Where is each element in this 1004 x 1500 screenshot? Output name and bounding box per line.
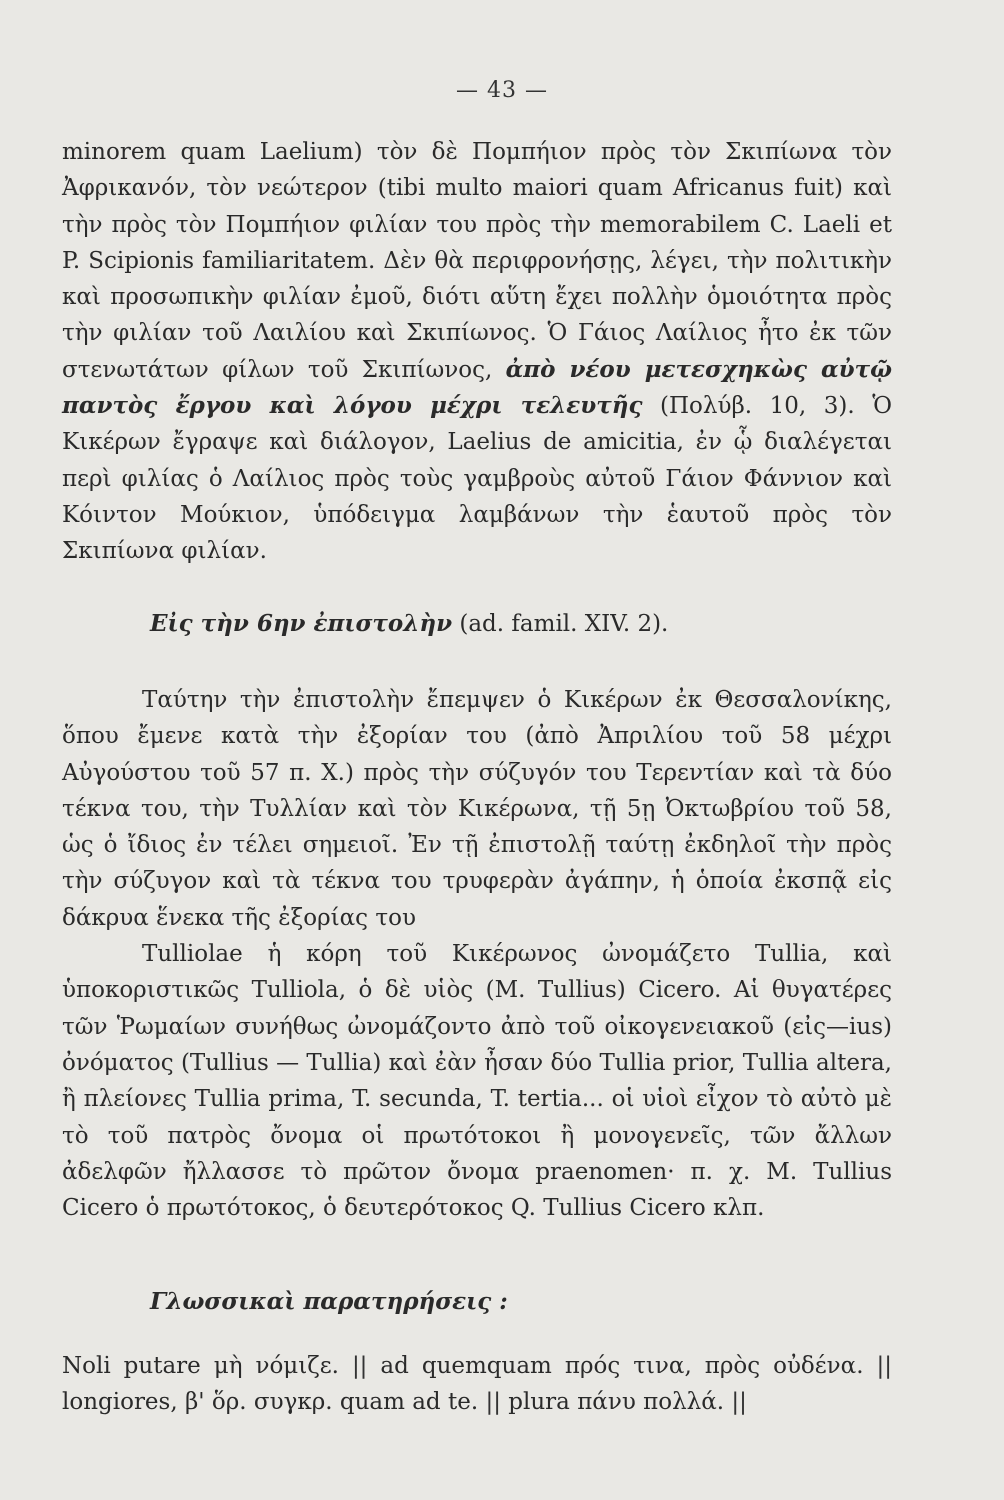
- paragraph: Ταύτην τὴν ἐπιστολὴν ἔπεμψεν ὁ Κικέρων ἐκ Θεσσαλονίκης, ὅπου ἔμενε κατὰ τὴν ἐξορίαν του (ἀπὸ Ἀπριλίου τοῦ 58 μέχρι Αὐγούστου τοῦ 57 π. Χ.) πρὸς τὴν σύζυγόν του Τερεντίαν καὶ τὰ δύο τέκνα του, τὴν Τυλλίαν καὶ τὸν Κικέρωνα, τῇ 5ῃ Ὀκτωβρίου τοῦ 58, ὡς ὁ ἴδιος ἐν τέλει σημειοῖ. Ἐν τῇ ἐπιστολῇ ταύτῃ ἐκδηλοῖ τὴν πρὸς τὴν σύζυγον καὶ τὰ τέκνα του τρυφερὰν ἀγάπην, ἡ ὁποία ἐκσπᾷ εἰς δάκρυα ἕνεκα τῆς ἐξορίας του: [62, 687, 892, 931]
- heading-linguistic-notes: [150, 1288, 508, 1315]
- heading-title: Εἰς τὴν 6ην ἐπιστολὴν: [150, 610, 453, 637]
- paragraph-text: minorem quam Laelium) τὸν δὲ Πομπήιον πρὸς τὸν Σκιπίωνα τὸν Ἀφρικανόν, τὸν νεώτερον (tibi multo maiori quam Africanus fuit) καὶ τὴν πρὸς τὸν Πομπήιον φιλίαν του πρὸς τὴν memorabilem C. Laeli et P. Scipionis familiaritatem. Δὲν θὰ περιφρονήσῃς, λέγει, τὴν πολιτικὴν καὶ προσωπικὴν φιλίαν ἐμοῦ, διότι αὕτη ἔχει πολλὴν ὁμοιότητα πρὸς τὴν φιλίαν τοῦ Λαιλίου καὶ Σκιπίωνος. Ὁ Γάιος Λαίλιος ἦτο ἐκ τῶν στενωτάτων φίλων τοῦ Σκιπίωνος,: [62, 139, 892, 383]
- note-greek: μὴ νόμιζε.: [213, 1353, 339, 1379]
- note-separator: ||: [485, 1389, 501, 1416]
- note-separator: ||: [876, 1353, 892, 1379]
- note-latin: Noli putare: [62, 1353, 201, 1379]
- heading-title: Γλωσσικαὶ παρατηρήσεις :: [150, 1288, 508, 1315]
- note-separator: ||: [351, 1353, 368, 1379]
- note-latin: longiores,: [62, 1389, 178, 1416]
- quotation: ἀπὸ νέου μετεσχηκὼς αὐτῷ παντὸς ἔργου καὶ λόγου μέχρι τελευτῆς: [62, 355, 892, 420]
- section-1: [62, 134, 892, 570]
- paragraph: Tulliolae ἡ κόρη τοῦ Κικέρωνος ὠνομάζετο Tullia, καὶ ὑποκοριστικῶς Tulliola, ὁ δὲ υἱὸς (M. Tullius) Cicero. Αἱ θυγατέρες τῶν Ῥωμαίων συνήθως ὠνομάζοντο ἀπὸ τοῦ οἰκογενειακοῦ (εἰς—ius) ὀνόματος (Tullius — Tullia) καὶ ἐὰν ἦσαν δύο Tullia prior, Tullia altera, ἢ πλείονες Tullia prima, T. secunda, T. tertia... οἱ υἱοὶ εἶχον τὸ αὐτὸ μὲ τὸ τοῦ πατρὸς ὄνομα οἱ πρωτότοκοι ἢ μονογενεῖς, τῶν ἄλλων ἀδελφῶν ἤλλασσε τὸ πρῶτον ὄνομα praenomen· π. χ. M. Tullius Cicero ὁ πρωτότοκος, ὁ δευτερότοκος Q. Tullius Cicero κλπ.: [62, 941, 892, 1222]
- note-latin: ad quemquam: [380, 1353, 552, 1379]
- page-number: — 43 —: [456, 78, 548, 103]
- note-greek: β' ὅρ. συγκρ. quam ad te.: [184, 1389, 479, 1416]
- paragraph-text: (Πολύβ. 10, 3). Ὁ Κικέρων ἔγραψε καὶ διάλογον, Laelius de amicitia, ἐν ᾧ διαλέγεται περὶ φιλίας ὁ Λαίλιος πρὸς τοὺς γαμβροὺς αὐτοῦ Γάιον Φάννιον καὶ Κόιντον Μούκιον, ὑπόδειγμα λαμβάνων τὴν ἑαυτοῦ πρὸς τὸν Σκιπίωνα φιλίαν.: [62, 393, 892, 565]
- note-greek: πάνυ πολλά.: [577, 1389, 725, 1416]
- paragraph: [62, 134, 892, 570]
- note-separator: ||: [731, 1389, 747, 1416]
- notes-paragraph: [62, 1348, 892, 1421]
- note-latin: plura: [508, 1389, 570, 1416]
- heading-reference: (ad. famil. XIV. 2).: [459, 611, 669, 637]
- heading-letter-6: [150, 610, 668, 637]
- section-2: [62, 682, 892, 1226]
- note-greek: πρός τινα, πρὸς οὐδένα.: [564, 1353, 864, 1379]
- section-3: [62, 1348, 892, 1421]
